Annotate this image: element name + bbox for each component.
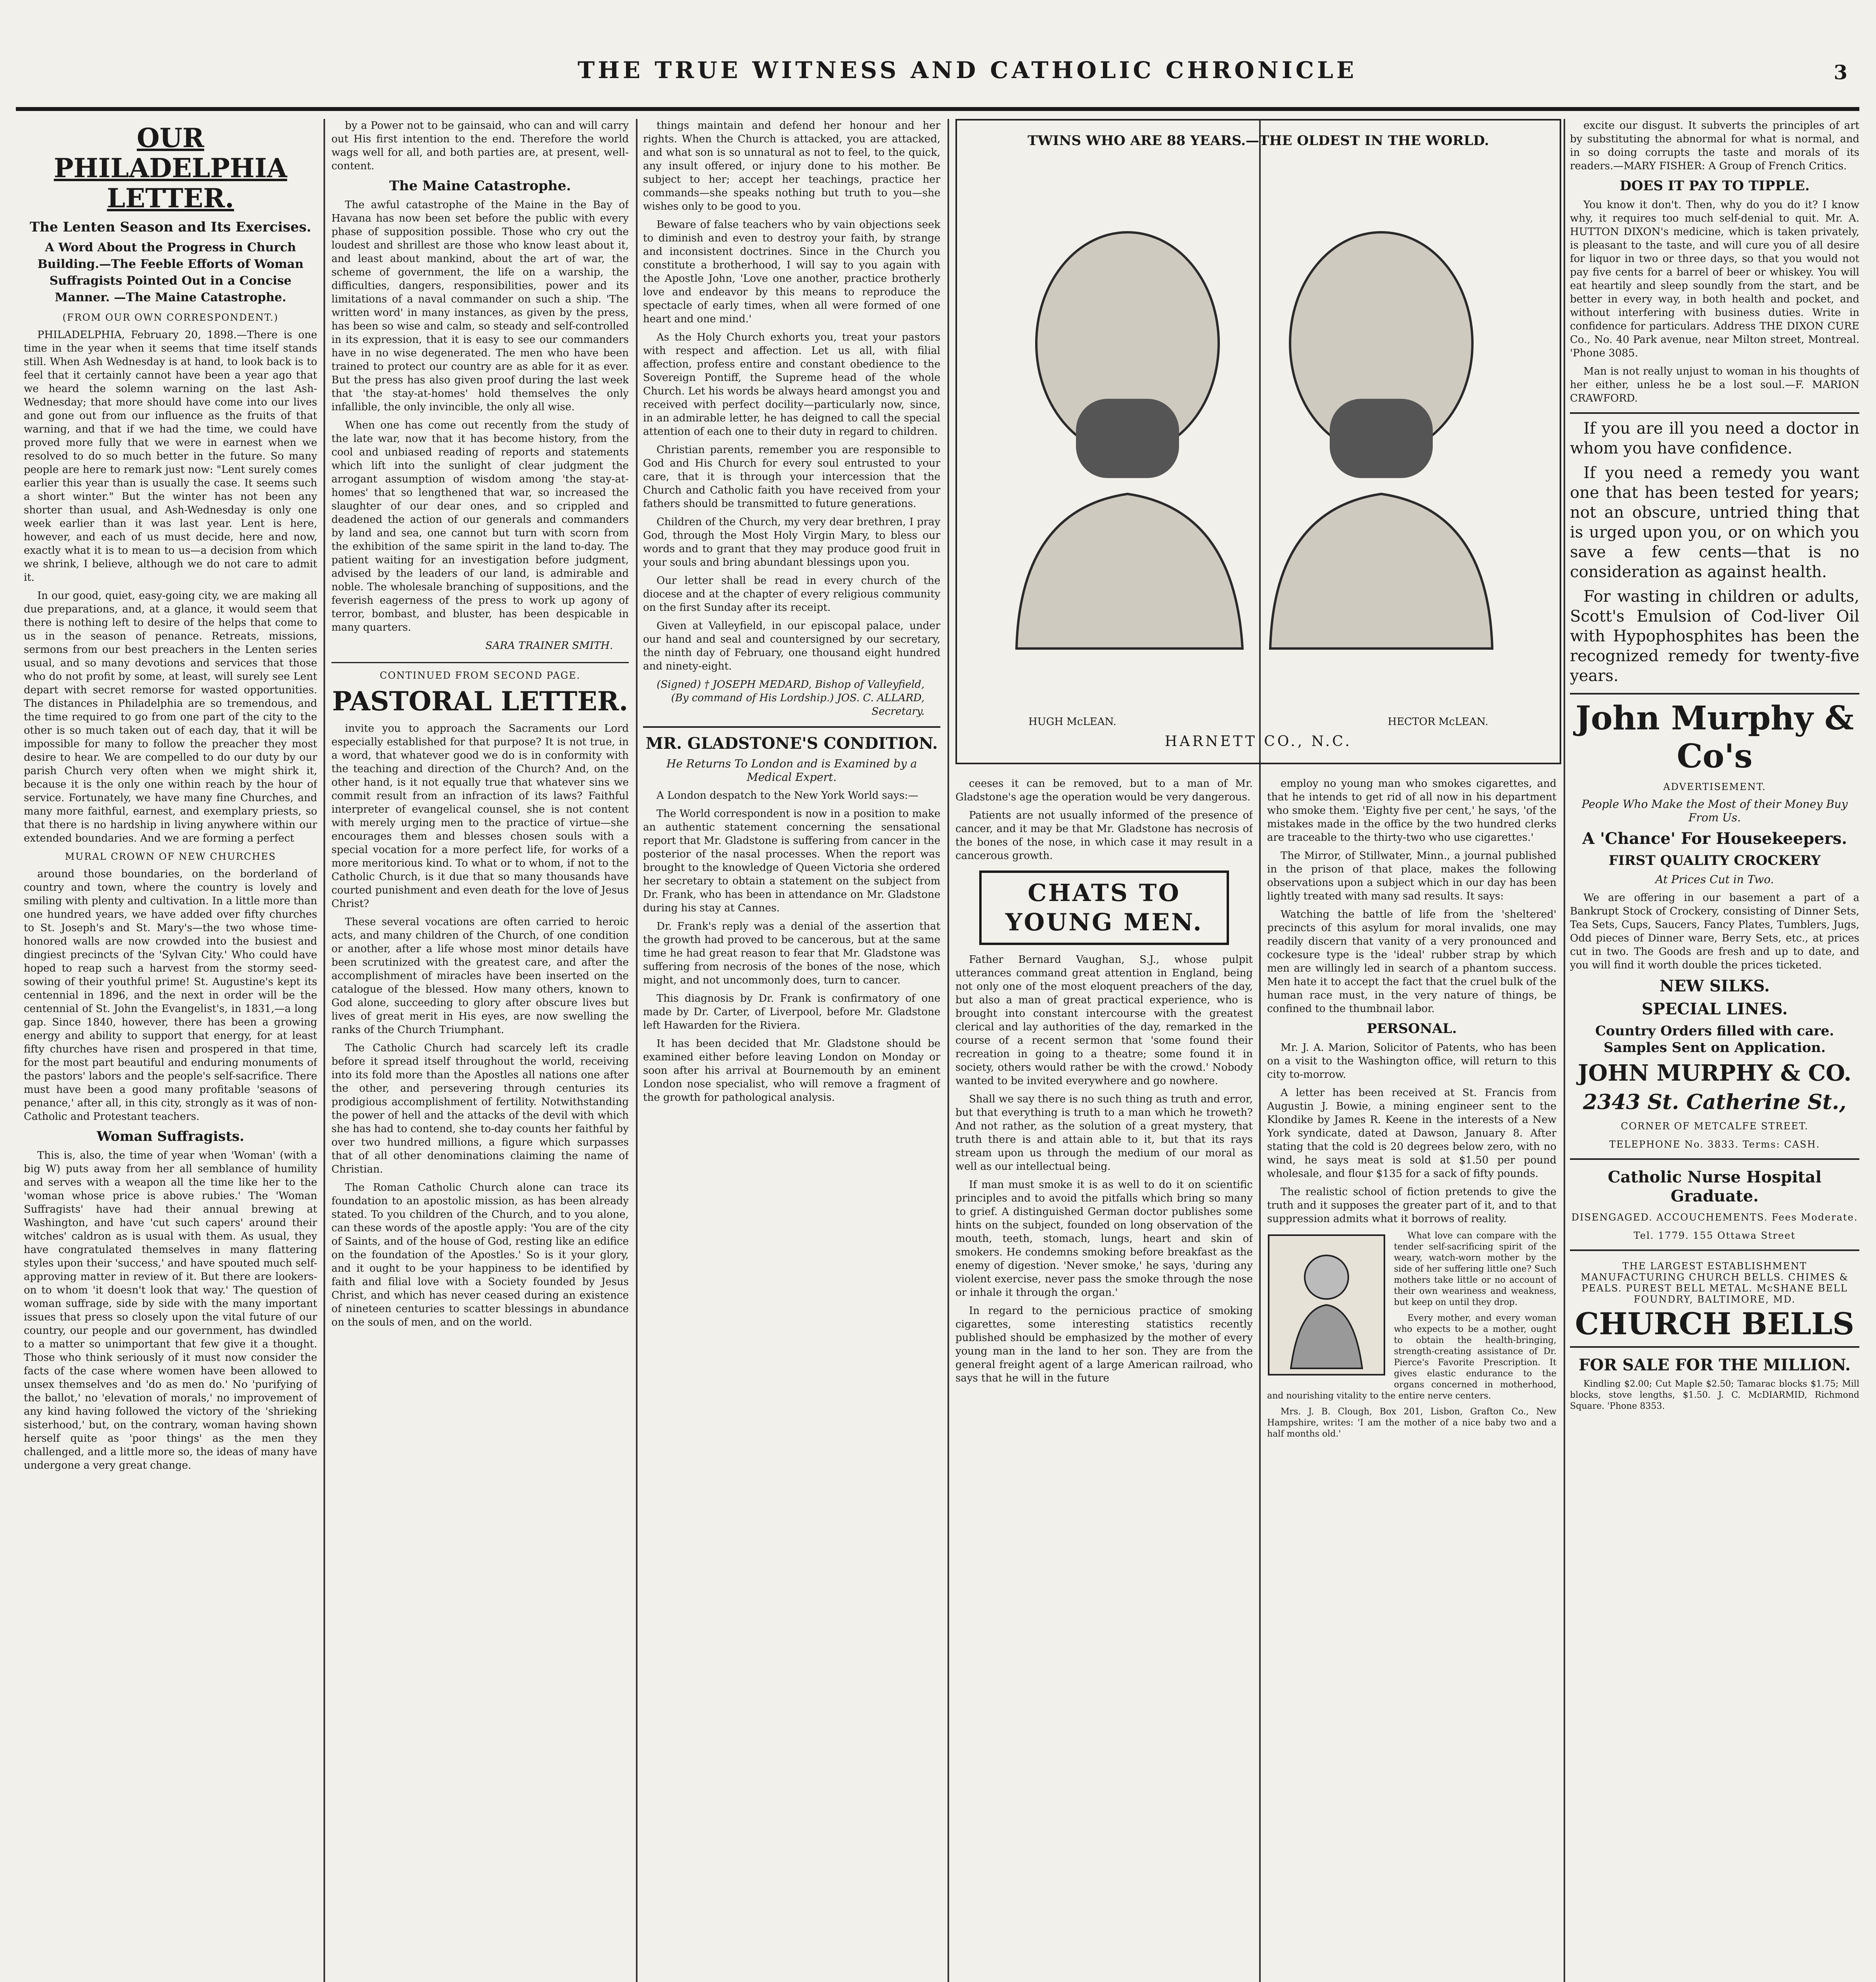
twins-picture-box <box>955 119 1561 764</box>
paragraph: things maintain and defend her honour and her rights. When the Church is attacked, you are attacked, and what son is so unnatural as not to feel, to the quick, any insult offered, or injury done to his mother. Be subject to her; accept her teachings, practice her commands—she speaks nothing but truth to you—she wishes only to be good to you. <box>643 120 940 212</box>
paragraph: What love can compare with the tender self-sacrificing spirit of the weary, watch-worn mother by the side of her suffering little one? Such mothers take little or no account of their own weariness and weakness, but keep on until they drop. <box>1394 1231 1556 1307</box>
paragraph: by a Power not to be gainsaid, who can and will carry out His first intention to the end. Therefore the world wags well for all, and both parties are, at present, well-content. <box>331 120 629 172</box>
scotts-emulsion-ad <box>1570 412 1859 686</box>
paragraph: around those boundaries, on the borderland of country and town, where the country is lovely and smiling with plenty and cultivation. In a little more than one hundred years, we have added over fifty churches to St. Joseph's and St. Mary's—the two whose time-honored walls are now crowded into the busiest and dingiest precincts of the 'Sylvan City.' Who could have hoped to reap such a harvest from the stormy seed-sowing of their youthful prime! St. Augustine's kept its centennial in 1896, and the next in order will be the centennial of St. John the Evangelist's, in 1831,—a long gap. Since 1840, however, there has been a growing energy and ability to support that energy, for at least fifty churches have risen and prospered in that time, for the most part beautiful and enduring monuments of the pastors' labors and the people's self-sacrifice. There must have been a good many profitable 'seasons of penance,' after all, in this city, strongly as it was of non-Catholic and Protestant teachers. <box>24 868 317 1123</box>
paragraph: Watching the battle of life from the 'sheltered' precincts of this asylum for moral invalids, one may readily discern that vanity of a very pronounced and cockesure type is the 'ideal' rubber strap by which men are willingly led in search of a phantom success. Men hate it to accept the fact that the cruel bulk of the human race must, in the very nature of things, be confined to the thumbnail labor. <box>1267 909 1556 1015</box>
ad-headline: A 'Chance' For Housekeepers. <box>1582 829 1847 848</box>
article-headline: OUR PHILADELPHIA LETTER. <box>54 122 287 214</box>
paragraph: You know it don't. Then, why do you do it? I know why, it requires too much self-denial to quit. Mr. A. HUTTON DIXON's medicine, which is taken privately, is pleasant to the taste, and will cure you of all desire for liquor in two or three days, so that you would not pay five cents for a barrel of beer or whiskey. You will eat heartily and sleep soundly from the start, and be better in every way, in both health and pocket, and without interfering with business duties. Write in confidence for particulars. Address THE DIXON CURE Co., No. 40 Park avenue, near Milton street, Montreal. 'Phone 3085. <box>1570 199 1859 359</box>
paragraph: Given at Valleyfield, in our episcopal palace, under our hand and seal and countersigned by our secretary, the ninth day of February, one thousand eight hundred and ninety-eight. <box>643 620 940 672</box>
caption-left: HUGH McLEAN. <box>1028 716 1116 728</box>
paragraph: In regard to the pernicious practice of smoking cigarettes, some interesting statistics recently published should be emphasized by the mother of every young man in the land to her son. They are from the general freight agent of a large American railroad, who says that he will in the future <box>955 1305 1253 1384</box>
ad-text: THE LARGEST ESTABLISHMENT MANUFACTURING CHURCH BELLS. CHIMES & PEALS. PUREST BELL METAL. McSHANE BELL FOUNDRY, BALTIMORE, MD. <box>1581 1261 1849 1305</box>
paragraph: Beware of false teachers who by vain objections seek to diminish and even to destroy your faith, by strange and inconsistent doctrines. Since in the Church you constitute a brotherhood, I will say to you again with the Apostle John, 'Love one another, practice brotherly love and endeavor by this means to reproduce the spectacle of early times, when all were formed of one heart and one mind.' <box>643 219 940 325</box>
column-rule <box>636 119 637 1982</box>
paragraph: The World correspondent is now in a position to make an authentic statement concerning the sensational report that Mr. Gladstone is suffering from cancer in the posterior of the nasal processes. When the report was brought to the knowledge of Queen Victoria she ordered her secretary to obtain a statement on the subject from Dr. Frank, who has been in attendance on Mr. Gladstone during his stay at Cannes. <box>643 808 940 914</box>
section-heading: The Maine Catastrophe. <box>389 178 571 194</box>
paragraph: employ no young man who smokes cigarettes, and that he intends to get rid of all now in his department who smoke them. 'Eighty five per cent,' he says, 'of the mistakes made in the office by the two hundred clerks are traceable to the thirty-two who use cigarettes.' <box>1267 778 1556 844</box>
ad-company: JOHN MURPHY & CO. <box>1577 1060 1852 1086</box>
continued-note: CONTINUED FROM SECOND PAGE. <box>331 662 629 682</box>
ad-tagline: People Who Make the Most of their Money Buy From Us. <box>1581 798 1848 824</box>
page-number: 3 <box>1834 61 1847 84</box>
column-rule <box>1564 119 1565 1982</box>
paragraph: A letter has been received at St. Francis from Augustin J. Bowie, a mining engineer sent to the Klondike by James R. Keene in the interests of a New York syndicate, dated at Dawson, January 8. After stating that the cold is 20 degrees below zero, with no wind, he says meat is sold at $1.50 per pound wholesale, and flour $135 for a sack of fifty pounds. <box>1267 1087 1556 1180</box>
column-rule <box>948 119 949 1982</box>
column-5 <box>1267 777 1556 1982</box>
byline: (FROM OUR OWN CORRESPONDENT.) <box>62 312 279 323</box>
ad-note: Country Orders filled with care. Samples Sent on Application. <box>1595 1023 1834 1056</box>
paragraph: When one has come out recently from the study of the late war, now that it has become history, from the cool and unbiased reading of reports and statements which lift into the sunlight of clear judgment the arrogant assumption of wisdom among 'the stay-at-homes' that so lengthened that war, so increased the slaughter of our dear ones, and so crippled and deadened the action of our generals and commanders by land and sea, one cannot but turn with scorn from the exhibition of the same spirit in the land to-day. The patient waiting for an investigation before judgment, advised by the leaders of our land, is admirable and noble. The wholesale branching of suppositions, and the feverish eagerness of the press to work up agony of terror, bombast, and bluster, has been despicable in many quarters. <box>331 419 629 633</box>
article-headline: PASTORAL LETTER. <box>332 686 628 717</box>
article-subhead: The Lenten Season and Its Exercises. <box>29 219 312 235</box>
ad-headline: FOR SALE FOR THE MILLION. <box>1579 1356 1851 1374</box>
ad-label: ADVERTISEMENT. <box>1663 781 1766 792</box>
paragraph: Children of the Church, my very dear brethren, I pray God, through the Most Holy Virgin Mary, to bless our words and to grant that they may produce good fruit in your souls and bring abundant blessings upon you. <box>643 516 940 568</box>
paragraph: These several vocations are often carried to heroic acts, and many children of the Church, of one condition or another, after a life whose most minor details have been scrutinized with the greatest care, and after the accomplishment of miracles have been inserted on the catalogue of the blessed. How many others, known to God alone, succeeding to glory after obscure lives but lives of great merit in His eyes, are now swelling the ranks of the Church Triumphant. <box>331 916 629 1036</box>
ad-headline: DOES IT PAY TO TIPPLE. <box>1619 178 1810 194</box>
ad-text: If you need a remedy you want one that has been tested for years; not an obscure, untried thing that is urged upon you, or on which you save a few cents—that is no consideration as against health. <box>1570 464 1859 581</box>
paragraph: Every mother, and every woman who expects to be a mother, ought to obtain the health-bringing, strength-creating assistance of Dr. Pierce's Favorite Prescription. It gives elastic endurance to the organs concerned in motherhood, and nourishing vitality to the entire nerve centers. <box>1267 1313 1556 1401</box>
section-caps: MURAL CROWN OF NEW CHURCHES <box>65 851 276 862</box>
ad-corner: CORNER OF METCALFE STREET. <box>1621 1121 1809 1132</box>
paragraph: This is, also, the time of year when 'Woman' (with a big W) puts away from her all semblance of humility and serves with a weapon all the time like her to the 'woman whose price is above rubies.' The 'Woman Suffragists' have had their annual brewing at Washington, and have 'cut such capers' around their witches' caldron as is usual with them. As usual, they have congratulated themselves in many flattering styles upon their 'success,' and have spouted much self-approving matter in review of it. But there are lookers-on to whom 'it doesn't look that way.' The question of woman suffrage, side by side with the many important issues that press so closely upon the vital future of our country, our people and our government, has dwindled to a matter so unimportant that few give it a thought. Those who think seriously of it must now consider the facts of the case where women have been allowed to unsex themselves and 'do as men do.' No 'purifying of the ballot,' no 'elevation of morals,' no improvement of any kind having followed the victory of the 'shrieking sisterhood,' but, on the contrary, woman having shown herself quite as 'poor things' as the men they challenged, and a little more so, the ideas of many have undergone a very great change. <box>24 1150 317 1471</box>
picture-title: TWINS WHO ARE 88 YEARS.—THE OLDEST IN THE WORLD. <box>1027 133 1489 149</box>
paragraph: Our letter shall be read in every church of the diocese and at the chapter of every religious community on the first Sunday after its receipt. <box>643 575 940 614</box>
section-heading: Woman Suffragists. <box>96 1129 245 1144</box>
paragraph: Man is not really unjust to woman in his thoughts of her either, unless he be a lost soul.—F. MARION CRAWFORD. <box>1570 365 1859 404</box>
ad-headline: SPECIAL LINES. <box>1641 1000 1788 1018</box>
section-heading: PERSONAL. <box>1367 1021 1457 1037</box>
ad-headline: CHURCH BELLS <box>1575 1306 1855 1341</box>
ad-brand: John Murphy & Co's <box>1575 699 1854 775</box>
paragraph: PHILADELPHIA, February 20, 1898.—There is one time in the year when it seems that time itself stands still. When Ash Wednesday is at hand, to look back is to feel that it certainly cannot have been a year ago that we heard the solemn warning on the last Ash-Wednesday; that more should have come into our lives and gone out from our influence as the fruits of that warning, and that if we had the time, we could have proved more fully that we were in earnest when we resolved to do so much better in the future. So many people are here to remark just now: "Lent surely comes earlier this year than is usually the case. It seems such a short winter." But the winter has not been any shorter than usual, and Ash-Wednesday is only one week earlier than it was last year. Lent is here, however, and each of us must decide, here and now, exactly what it is to mean to us—a decision from which we shrink, I believe, although we do not care to admit it. <box>24 329 317 584</box>
ad-text: For wasting in children or adults, Scott's Emulsion of Cod-liver Oil with Hypophosphites has been the recognized remedy for twenty-five years. <box>1570 587 1859 685</box>
caption-place: HARNETT CO., N.C. <box>1164 733 1352 750</box>
masthead <box>16 59 1859 111</box>
article-headline: MR. GLADSTONE'S CONDITION. <box>643 726 940 753</box>
paragraph: invite you to approach the Sacraments our Lord especially established for that purpose? It is not true, in a word, that whatever good we do is in conformity with the teaching and direction of the Church? And, on the other hand, is it not equally true that whatever sins we commit result from an infraction of its laws? Faithful interpreter of evangelical counsel, she is not content with merely urging men to the practice of virtue—she encourages them and blesses chosen souls with a special vocation for a more perfect life, for works of a more meritorious kind. To what or to whom, if not to the Catholic Church, is it due that so many thousands have courted punishment and even death for the love of Jesus Christ? <box>331 723 629 910</box>
column-4 <box>955 777 1253 1982</box>
ad-text: Kindling $2.00; Cut Maple $2.50; Tamarac blocks $1.75; Mill blocks, stove lengths, $1.50. J. C. McDIARMID, Richmond Square. 'Phone 8353. <box>1570 1379 1859 1411</box>
column-1 <box>24 119 317 1982</box>
paragraph: In our good, quiet, easy-going city, we are making all due preparations, and, at a glance, it would seem that there is nothing left to desire of the helps that come to us in the season of penance. Retreats, missions, sermons from our best preachers in the Lenten series usual, and so many devotions and services that those who do not profit by some, at least, will surely see Lent depart with secret remorse for wasted opportunities. The distances in Philadelphia are so tremendous, and the time required to go from one part of the city to the other is so much taken out of each day, that it will be impossible for many to follow the preacher they most desire to hear. We are compelled to do our duty by our parish Church very often when we might shirk it, because it is the only one within reach by the hour of service. Fortunately, we have many fine Churches, and many more faithful, earnest, and exemplary priests, so that there is no hardship in living anywhere within our extended boundaries. And we are forming a perfect <box>24 590 317 844</box>
article-subhead: He Returns To London and is Examined by a Medical Expert. <box>666 757 917 784</box>
ad-telephone: Tel. 1779. 155 Ottawa Street <box>1633 1230 1796 1241</box>
ad-text: DISENGAGED. ACCOUCHEMENTS. Fees Moderate. <box>1571 1212 1858 1223</box>
john-murphy-ad <box>1570 693 1859 1151</box>
paragraph: This diagnosis by Dr. Frank is confirmatory of one made by Dr. Carter, of Liverpool, before Mr. Gladstone left Hawarden for the Riviera. <box>643 993 940 1031</box>
ad-text: If you are ill you need a doctor in whom you have confidence. <box>1570 419 1859 457</box>
column-3 <box>643 119 940 1982</box>
paragraph: Christian parents, remember you are responsible to God and His Church for every soul entrusted to your care, that it is through your intercession that the Church and Catholic faith you have received from your fathers should be transmitted to future generations. <box>643 444 940 510</box>
ad-address: 2343 St. Catherine St., <box>1583 1090 1847 1114</box>
article-deck: A Word About the Progress in Church Building.—The Feeble Efforts of Woman Suffragists Pointed Out in a Concise Manner. —The Maine Catastrophe. <box>37 241 304 304</box>
ad-subhead: At Prices Cut in Two. <box>1655 873 1774 886</box>
paragraph: Father Bernard Vaughan, S.J., whose pulpit utterances command great attention in England, being not only one of the most eloquent preachers of the day, but also a man of great practical experience, who is brought into constant intercourse with the greatest clerical and lay authorities of the day, remarked in the course of a recent sermon that 'some found their recreation in going to a theatre; some found it in society, others would rather be with the crowd.' Nobody wanted to be invited everywhere and go nowhere. <box>955 954 1253 1087</box>
paragraph: The awful catastrophe of the Maine in the Bay of Havana has now been set before the public with every phase of supposition possible. Those who cry out the loudest and shrillest are those who know least about it, and least about mankind, about the art of war, the scheme of government, the life on a warship, the difficulties, dangers, responsibilities, power and its limitations of a naval commander on such a ship. 'The written word' in many instances, as given by the press, has been so wise and calm, so steady and self-controlled in its expression, that it is easy to see our commanders have in no wise degenerated. The men who have been trained to protect our country are as able for it as ever. But the press has also given proof during the last week that 'the stay-at-homes' hold themselves the only infallible, the only invincible, the only all wise. <box>331 199 629 413</box>
paragraph: The Catholic Church had scarcely left its cradle before it spread itself throughout the world, receiving into its fold more than the Apostles all nations one after the other, and persevering through centuries its prodigious accomplishment of fertility. Notwithstanding the power of hell and the attacks of the devil with which she has had to contend, she to-day counts her faithful by over two hundred millions, a figure which surpasses that of all other denominations claiming the name of Christian. <box>331 1042 629 1175</box>
ad-headline: Catholic Nurse Hospital Graduate. <box>1608 1168 1822 1205</box>
paragraph: The Mirror, of Stillwater, Minn., a journal published in the prison of that place, makes the following observations upon a subject which in our day has been lightly treated with many sad results. It says: <box>1267 850 1556 902</box>
paragraph: Shall we say there is no such thing as truth and error, but that everything is truth to a man which he troweth? And not rather, as the solution of a great mystery, that truth there is and attain able to it, but that its rays stream upon us through the medium of our moral as well as our intellectual being. <box>955 1093 1253 1173</box>
paragraph: The realistic school of fiction pretends to give the truth and it supposes the greater part of it, and to that suppression admits what it borrows of reality. <box>1267 1186 1556 1225</box>
paragraph: As the Holy Church exhorts you, treat your pastors with respect and affection. Let us all, with filial affection, profess entire and constant obedience to the Sovereign Pontiff, the Supreme head of the whole Church. Let his words be always heard amongst you and received with perfect docility—particularly now, since, in an admirable letter, he has deigned to call the special attention of each one to their duty in regard to children. <box>643 331 940 438</box>
paragraph: If man must smoke it is as well to do it on scientific principles and to avoid the pitfalls which bring so many to grief. A distinguished German doctor publishes some hints on the subject, founded on long observation of the mouth, teeth, stomach, lungs, heart and skin of smokers. He condemns smoking before breakfast as the enemy of digestion. 'Never smoke,' he says, 'during any violent exercise, never pass the smoke through the nose or inhale it through the organ.' <box>955 1179 1253 1299</box>
caption-right: HECTOR McLEAN. <box>1388 716 1488 728</box>
mother-child-illustration <box>1267 1234 1386 1376</box>
paragraph: It has been decided that Mr. Gladstone should be examined either before leaving London on Monday or soon after his arrival at Bournemouth by an eminent London nose specialist, who will remove a fragment of the growth for pathological analysis. <box>643 1038 940 1104</box>
paragraph: The Roman Catholic Church alone can trace its foundation to an apostolic mission, as has been already stated. To you children of the Church, and to you alone, can these words of the apostle apply: 'You are of the city of Saints, and of the house of God, resting like an edifice on the foundation of the Apostles.' So is it your glory, and it ought to be your happiness to be identified by faith and filial love with a Society founded by Jesus Christ, and which has never ceased during an existence of nineteen centuries to scatter blessings in abundance on the souls of men, and on the world. <box>331 1182 629 1328</box>
signature-block: (Signed) † JOSEPH MEDARD, Bishop of Valleyfield, (By command of His Lordship.) JOS. C. ALLARD, Secretary. <box>657 679 925 717</box>
paragraph: ceeses it can be removed, but to a man of Mr. Gladstone's age the operation would be very dangerous. <box>955 778 1253 803</box>
section-banner: CHATS TO YOUNG MEN. <box>979 870 1229 945</box>
paragraph: excite our disgust. It subverts the principles of art by substituting the abnormal for what is normal, and in so doing corrupts the taste and morals of its readers.—MARY FISHER: A Group of French Critics. <box>1570 120 1859 172</box>
column-6 <box>1570 119 1859 1982</box>
paragraph: Patients are not usually informed of the presence of cancer, and it may be that Mr. Gladstone has necrosis of the bones of the nose, in which case it may result in a cancerous growth. <box>955 809 1253 862</box>
masthead-title: THE TRUE WITNESS AND CATHOLIC CHRONICLE <box>577 57 1357 84</box>
ad-subhead: FIRST QUALITY CROCKERY <box>1608 853 1821 869</box>
column-rule <box>324 119 325 1982</box>
church-bells-ad <box>1570 1249 1859 1339</box>
ad-telephone: TELEPHONE No. 3833. Terms: CASH. <box>1609 1139 1820 1150</box>
ad-headline: NEW SILKS. <box>1660 977 1770 995</box>
paragraph: Mr. J. A. Marion, Solicitor of Patents, who has been on a visit to the Washington office, will return to this city to-morrow. <box>1267 1042 1556 1081</box>
paragraph: Dr. Frank's reply was a denial of the assertion that the growth had proved to be cancerous, but at the same time he had great reason to fear that Mr. Gladstone was suffering from necrosis of the bones of the nose, which might, and not uncommonly does, turn to cancer. <box>643 920 940 986</box>
twins-portrait-illustration <box>957 153 1552 668</box>
sale-ad <box>1570 1346 1859 1412</box>
ad-text: We are offering in our basement a part of a Bankrupt Stock of Crockery, consisting of Dinner Sets, Tea Sets, Cups, Saucers, Fancy Plates, Tumblers, Jugs, Odd pieces of Dinner ware, Berry Sets, etc., at prices cut in two. The Goods are fresh and up to date, and you will find it worth double the prices ticketed. <box>1570 892 1859 971</box>
column-2 <box>331 119 629 1982</box>
paragraph: A London despatch to the New York World says:— <box>657 790 919 802</box>
nurse-ad <box>1570 1158 1859 1242</box>
signature: SARA TRAINER SMITH. <box>485 640 613 652</box>
paragraph: Mrs. J. B. Clough, Box 201, Lisbon, Grafton Co., New Hampshire, writes: 'I am the mother of a nice baby two and a half months old.' <box>1267 1407 1556 1439</box>
